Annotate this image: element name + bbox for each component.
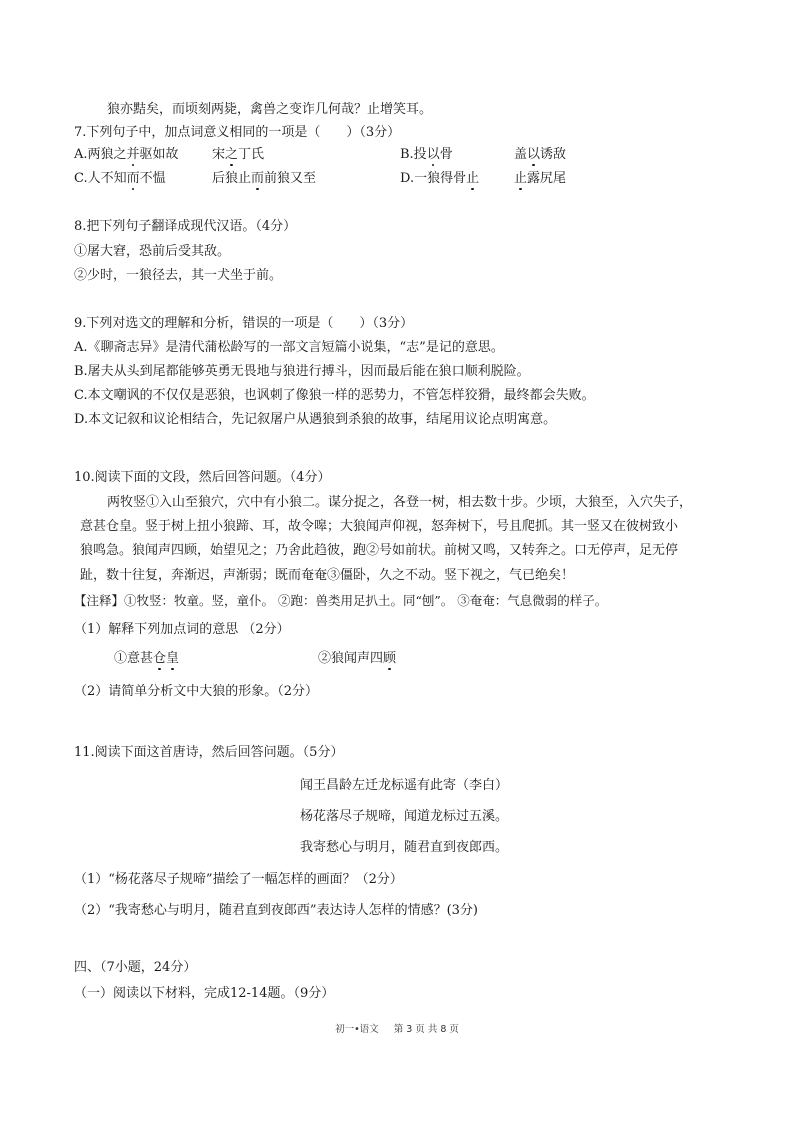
q10-passage-line-3: 狼鸣急。狼闻声四顾，始望见之；乃舍此趋彼，跑②号如前状。前树又鸣，又转奔之。口无停声，足无停 (80, 543, 679, 558)
q7-option-b2: 盖以诱敌 (514, 147, 567, 162)
q7-option-d2: 止露尻尾 (514, 171, 567, 186)
q10-passage-line-4: 趾，数十往复，奔渐迟，声渐弱；既而奄奄③僵卧，久之不动。竖下视之，气已绝矣！ (80, 568, 575, 583)
q11-sub-2: （2）“我寄愁心与明月，随君直到夜郎西”表达诗人怎样的情感？(3分) (74, 903, 478, 918)
poem-title: 闻王昌龄左迁龙标遥有此寄（李白） (300, 778, 509, 793)
section-4-sub: （一）阅读以下材料，完成12-14题。（9分） (74, 986, 335, 1001)
q10-stem: 10.阅读下面的文段，然后回答问题。（4分） (74, 470, 331, 485)
q7-option-c: C.人不知而不愠 (74, 171, 166, 186)
q7-option-d: D.一狼得骨止 (400, 171, 480, 186)
q8-sentence-1: ①屠大窘，恐前后受其敌。 (74, 244, 231, 259)
q10-passage-line-1: 两牧竖①入山至狼穴，穴中有小狼二。谋分捉之，各登一树，相去数十步。少顷，大狼至，入穴失子， (107, 495, 693, 510)
q7-option-a: A.两狼之并驱如故 (74, 147, 179, 162)
q8-sentence-2: ②少时，一狼径去，其一犬坐于前。 (74, 268, 283, 283)
q11-stem: 11.阅读下面这首唐诗，然后回答问题。（5分） (74, 745, 344, 760)
q10-annotation: 【注释】①牧竖：牧童。竖，童仆。 ②跑：兽类用足扒土。同“刨”。 ③奄奄：气息微弱的样子。 (74, 593, 608, 608)
q10-sub-1: （1）解释下列加点词的意思 （2分） (74, 622, 290, 637)
q10-passage-line-2: 意甚仓皇。竖于树上扭小狼蹄、耳，故令嗥；大狼闻声仰视，怒奔树下，号且爬抓。其一竖又在彼树致小 (80, 519, 679, 534)
q7-option-a2: 宋之丁氏 (212, 147, 265, 162)
q9-option-d: D.本文记叙和议论相结合，先记叙屠户从遇狼到杀狼的故事，结尾用议论点明寓意。 (74, 412, 557, 427)
q9-stem: 9.下列对选文的理解和分析，错误的一项是（ ）（3分） (74, 316, 414, 331)
q7-option-c2: 后狼止而前狼又至 (212, 171, 317, 186)
q9-option-a: A.《聊斋志异》是清代蒲松龄写的一部文言短篇小说集，“志”是记的意思。 (74, 340, 504, 355)
poem-line-2: 我寄愁心与明月，随君直到夜郎西。 (300, 840, 509, 855)
q9-option-b: B.屠夫从头到尾都能够英勇无畏地与狼进行搏斗，因而最后能在狼口顺利脱险。 (74, 364, 530, 379)
poem-line-1: 杨花落尽子规啼，闻道龙标过五溪。 (300, 809, 509, 824)
footer-page-number: 第 3 页 共 8 页 (393, 1024, 459, 1035)
q7-stem: 7.下列句子中，加点词意义相同的一项是（ ）（3分） (74, 125, 401, 140)
q10-word-2: ②狼闻声四顾 (318, 651, 397, 666)
passage-ending: 狼亦黠矣，而顷刻两毙，禽兽之变诈几何哉？止增笑耳。 (107, 102, 433, 117)
footer-course: 初一•语文 (335, 1024, 379, 1035)
q9-option-c: C.本文嘲讽的不仅仅是恶狼，也讽刺了像狼一样的恶势力，不管怎样狡猾，最终都会失败。 (74, 388, 595, 403)
q10-sub-2: （2）请简单分析文中大狼的形象。（2分） (74, 684, 319, 699)
q8-stem: 8.把下列句子翻译成现代汉语。（4分） (74, 219, 297, 234)
q7-option-b: B.投以骨 (400, 147, 453, 162)
page-footer (0, 1021, 794, 1035)
q11-sub-1: （1）“杨花落尽子规啼”描绘了一幅怎样的画面？（2分） (74, 872, 403, 887)
q10-word-1: ①意甚仓皇 (114, 651, 180, 666)
section-4-heading: 四、（7小题，24分） (74, 960, 197, 975)
